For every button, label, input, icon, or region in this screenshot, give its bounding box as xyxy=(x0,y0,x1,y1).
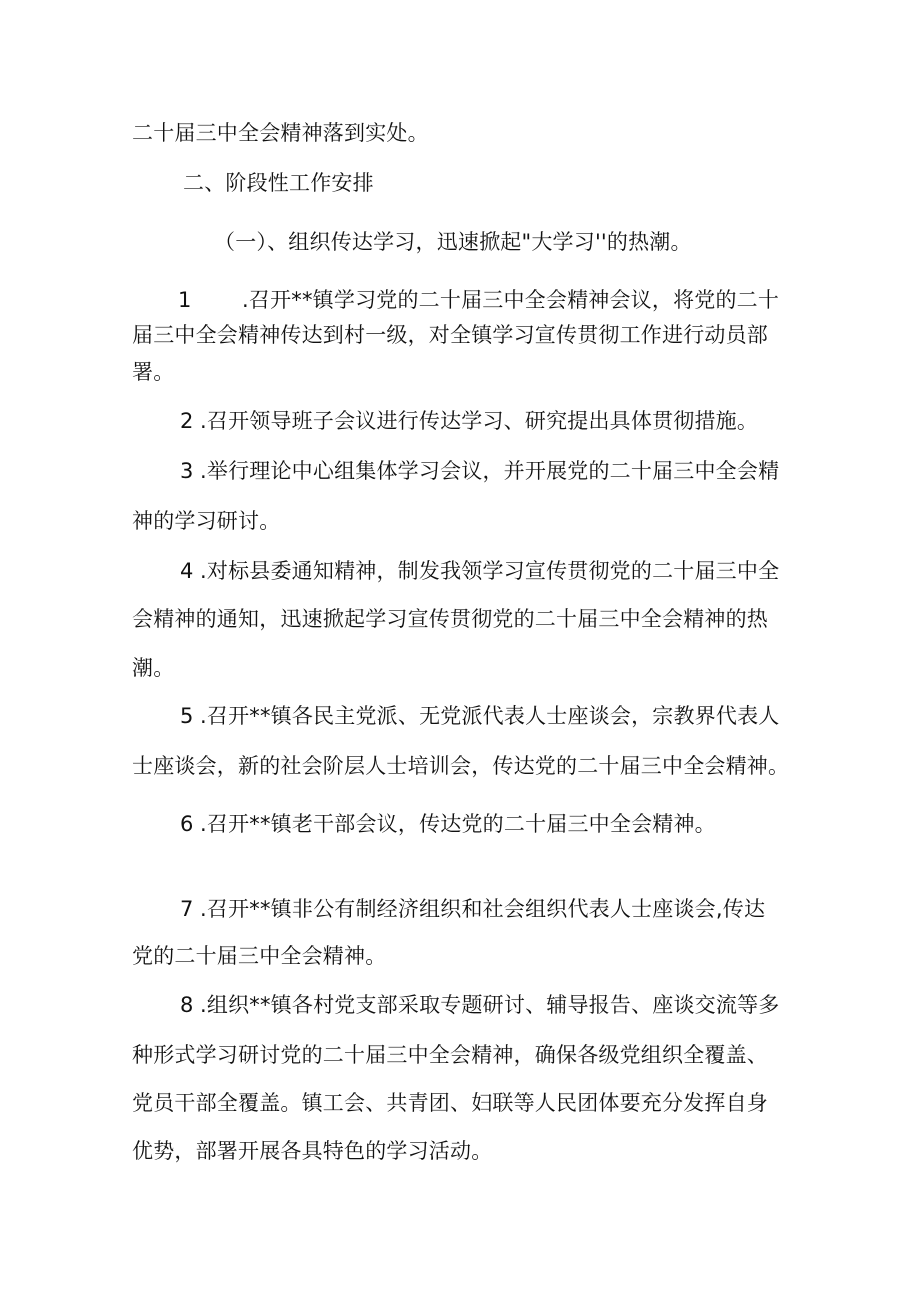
item-number: 2 xyxy=(180,409,194,433)
item-text: .召开**镇各民主党派、无党派代表人士座谈会，宗教界代表人 xyxy=(200,704,780,728)
list-item-2-line-1 xyxy=(180,406,758,436)
item-number: 5 xyxy=(180,704,194,728)
list-item-8-line-2: 种形式学习研讨党的二十届三中全会精神，确保各级党组织全覆盖、 xyxy=(132,1043,768,1067)
list-item-3-line-1 xyxy=(180,456,779,486)
subsection-heading: （一）、组织传达学习，迅速掀起"大学习''的热潮。 xyxy=(214,230,692,254)
item-text: .对标县委通知精神，制发我领学习宣传贯彻党的二十届三中全 xyxy=(200,559,780,583)
list-item-6-line-1 xyxy=(180,809,716,839)
list-item-7-line-1 xyxy=(180,894,765,924)
item-text: .召开**镇非公有制经济组织和社会组织代表人士座谈会,传达 xyxy=(200,897,766,921)
list-item-1-line-1 xyxy=(178,285,779,315)
list-item-7-line-2: 党的二十届三中全会精神。 xyxy=(132,944,387,968)
list-item-8-line-3: 党员干部全覆盖。镇工会、共青团、妇联等人民团体要充分发挥自身 xyxy=(132,1091,768,1115)
list-item-8-line-4: 优势，部署开展各具特色的学习活动。 xyxy=(132,1139,493,1163)
item-text: .召开**镇老干部会议，传达党的二十届三中全会精神。 xyxy=(200,812,716,836)
item-text: .召开**镇学习党的二十届三中全会精神会议，将党的二十 xyxy=(242,288,780,312)
item-number: 6 xyxy=(180,812,194,836)
list-item-4-line-3: 潮。 xyxy=(132,656,175,680)
list-item-1-line-3: 署。 xyxy=(132,360,175,384)
item-text: .组织**镇各村党支部采取专题研讨、辅导报告、座谈交流等多 xyxy=(200,993,780,1017)
item-number: 3 xyxy=(180,459,194,483)
list-item-3-line-2: 神的学习研讨。 xyxy=(132,509,281,533)
list-item-5-line-2: 士座谈会，新的社会阶层人士培训会，传达党的二十届三中全会精神。 xyxy=(132,754,790,778)
item-text: .举行理论中心组集体学习会议，并开展党的二十届三中全会精 xyxy=(200,459,780,483)
item-number: 1 xyxy=(178,288,192,312)
item-number: 7 xyxy=(180,897,194,921)
item-number: 8 xyxy=(180,993,194,1017)
item-text: .召开领导班子会议进行传达学习、研究提出具体贯彻措施。 xyxy=(200,409,759,433)
list-item-5-line-1 xyxy=(180,701,779,731)
list-item-4-line-1 xyxy=(180,556,779,586)
section-heading: 二、阶段性工作安排 xyxy=(183,171,374,195)
intro-tail-line: 二十届三中全会精神落到实处。 xyxy=(132,121,429,145)
item-number: 4 xyxy=(180,559,194,583)
list-item-4-line-2: 会精神的通知，迅速掀起学习宣传贯彻党的二十届三中全会精神的热 xyxy=(132,607,768,631)
list-item-1-line-2: 届三中全会精神传达到村一级，对全镇学习宣传贯彻工作进行动员部 xyxy=(132,323,768,347)
list-item-8-line-1 xyxy=(180,990,779,1020)
